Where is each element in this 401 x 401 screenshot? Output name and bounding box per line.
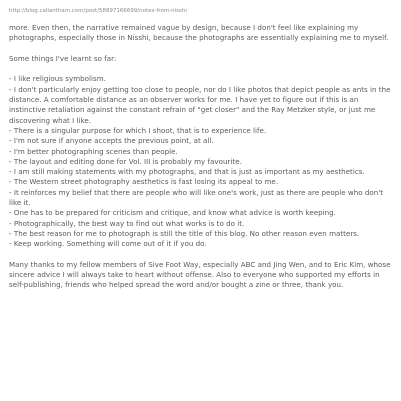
list-item: - I'm not sure if anyone accepts the previous point, at all. (9, 136, 214, 146)
list-item: - The Western street photography aesthetics is fast losing its appeal to me. (9, 177, 279, 187)
list-item: - Keep working. Something will come out of it if you do. (9, 239, 207, 249)
list-item: - I am still making statements with my photographs, and that is just as important as my aesthetics. (9, 167, 365, 177)
list-item: - I like religious symbolism. (9, 74, 106, 84)
list-item: - One has to be prepared for criticism and critique, and know what advice is worth keeping. (9, 208, 336, 218)
list-item: - I'm better photographing scenes than people. (9, 146, 178, 156)
intro-paragraph: more. Even then, the narrative remained vague by design, because I don't feel like explaining my photographs, especially those in Nisshi, because the photographs are essentially explaining me to myself. (9, 23, 389, 43)
list-item: - There is a singular purpose for which I shoot, that is to experience life. (9, 125, 267, 135)
list-item: - The layout and editing done for Vol. III is probably my favourite. (9, 156, 242, 166)
list-item: - I don't particularly enjoy getting too close to people, nor do I like photos that depict people as ants in the distance. A comfortable distance as an observer works for me. I have yet to figure out if this is an instinctive retaliation against the constant refrain of "get closer" and the Ray Metzker style, or just me discovering what I like. (9, 84, 391, 125)
paragraph-gap (9, 250, 395, 260)
list-item: - The best reason for me to photograph is still the title of this blog. No other reason even matters. (9, 228, 360, 238)
lessons-heading: Some things I've learnt so far: (9, 53, 117, 63)
blog-post-body (9, 23, 395, 291)
paragraph-gap (9, 64, 395, 74)
lessons-list (9, 74, 395, 249)
list-item: - It reinforces my belief that there are people who will like one's work, just as there are people who don't like it. (9, 187, 384, 208)
paragraph-gap (9, 44, 395, 54)
page-url: http://blog.callantham.com/post/58897166699/notes-from-nisshi (9, 8, 187, 14)
list-item: - Photographically, the best way to find out what works is to do it. (9, 218, 245, 228)
thanks-paragraph: Many thanks to my fellow members of Sive Foot Way, especially ABC and Jing Wen, and to Eric Kim, whose sincere advice I will always take to heart without offense. Also to everyone who supported my efforts in self-publishing, friends who helped spread the word and/or bought a zine or three, thank you. (9, 259, 391, 290)
